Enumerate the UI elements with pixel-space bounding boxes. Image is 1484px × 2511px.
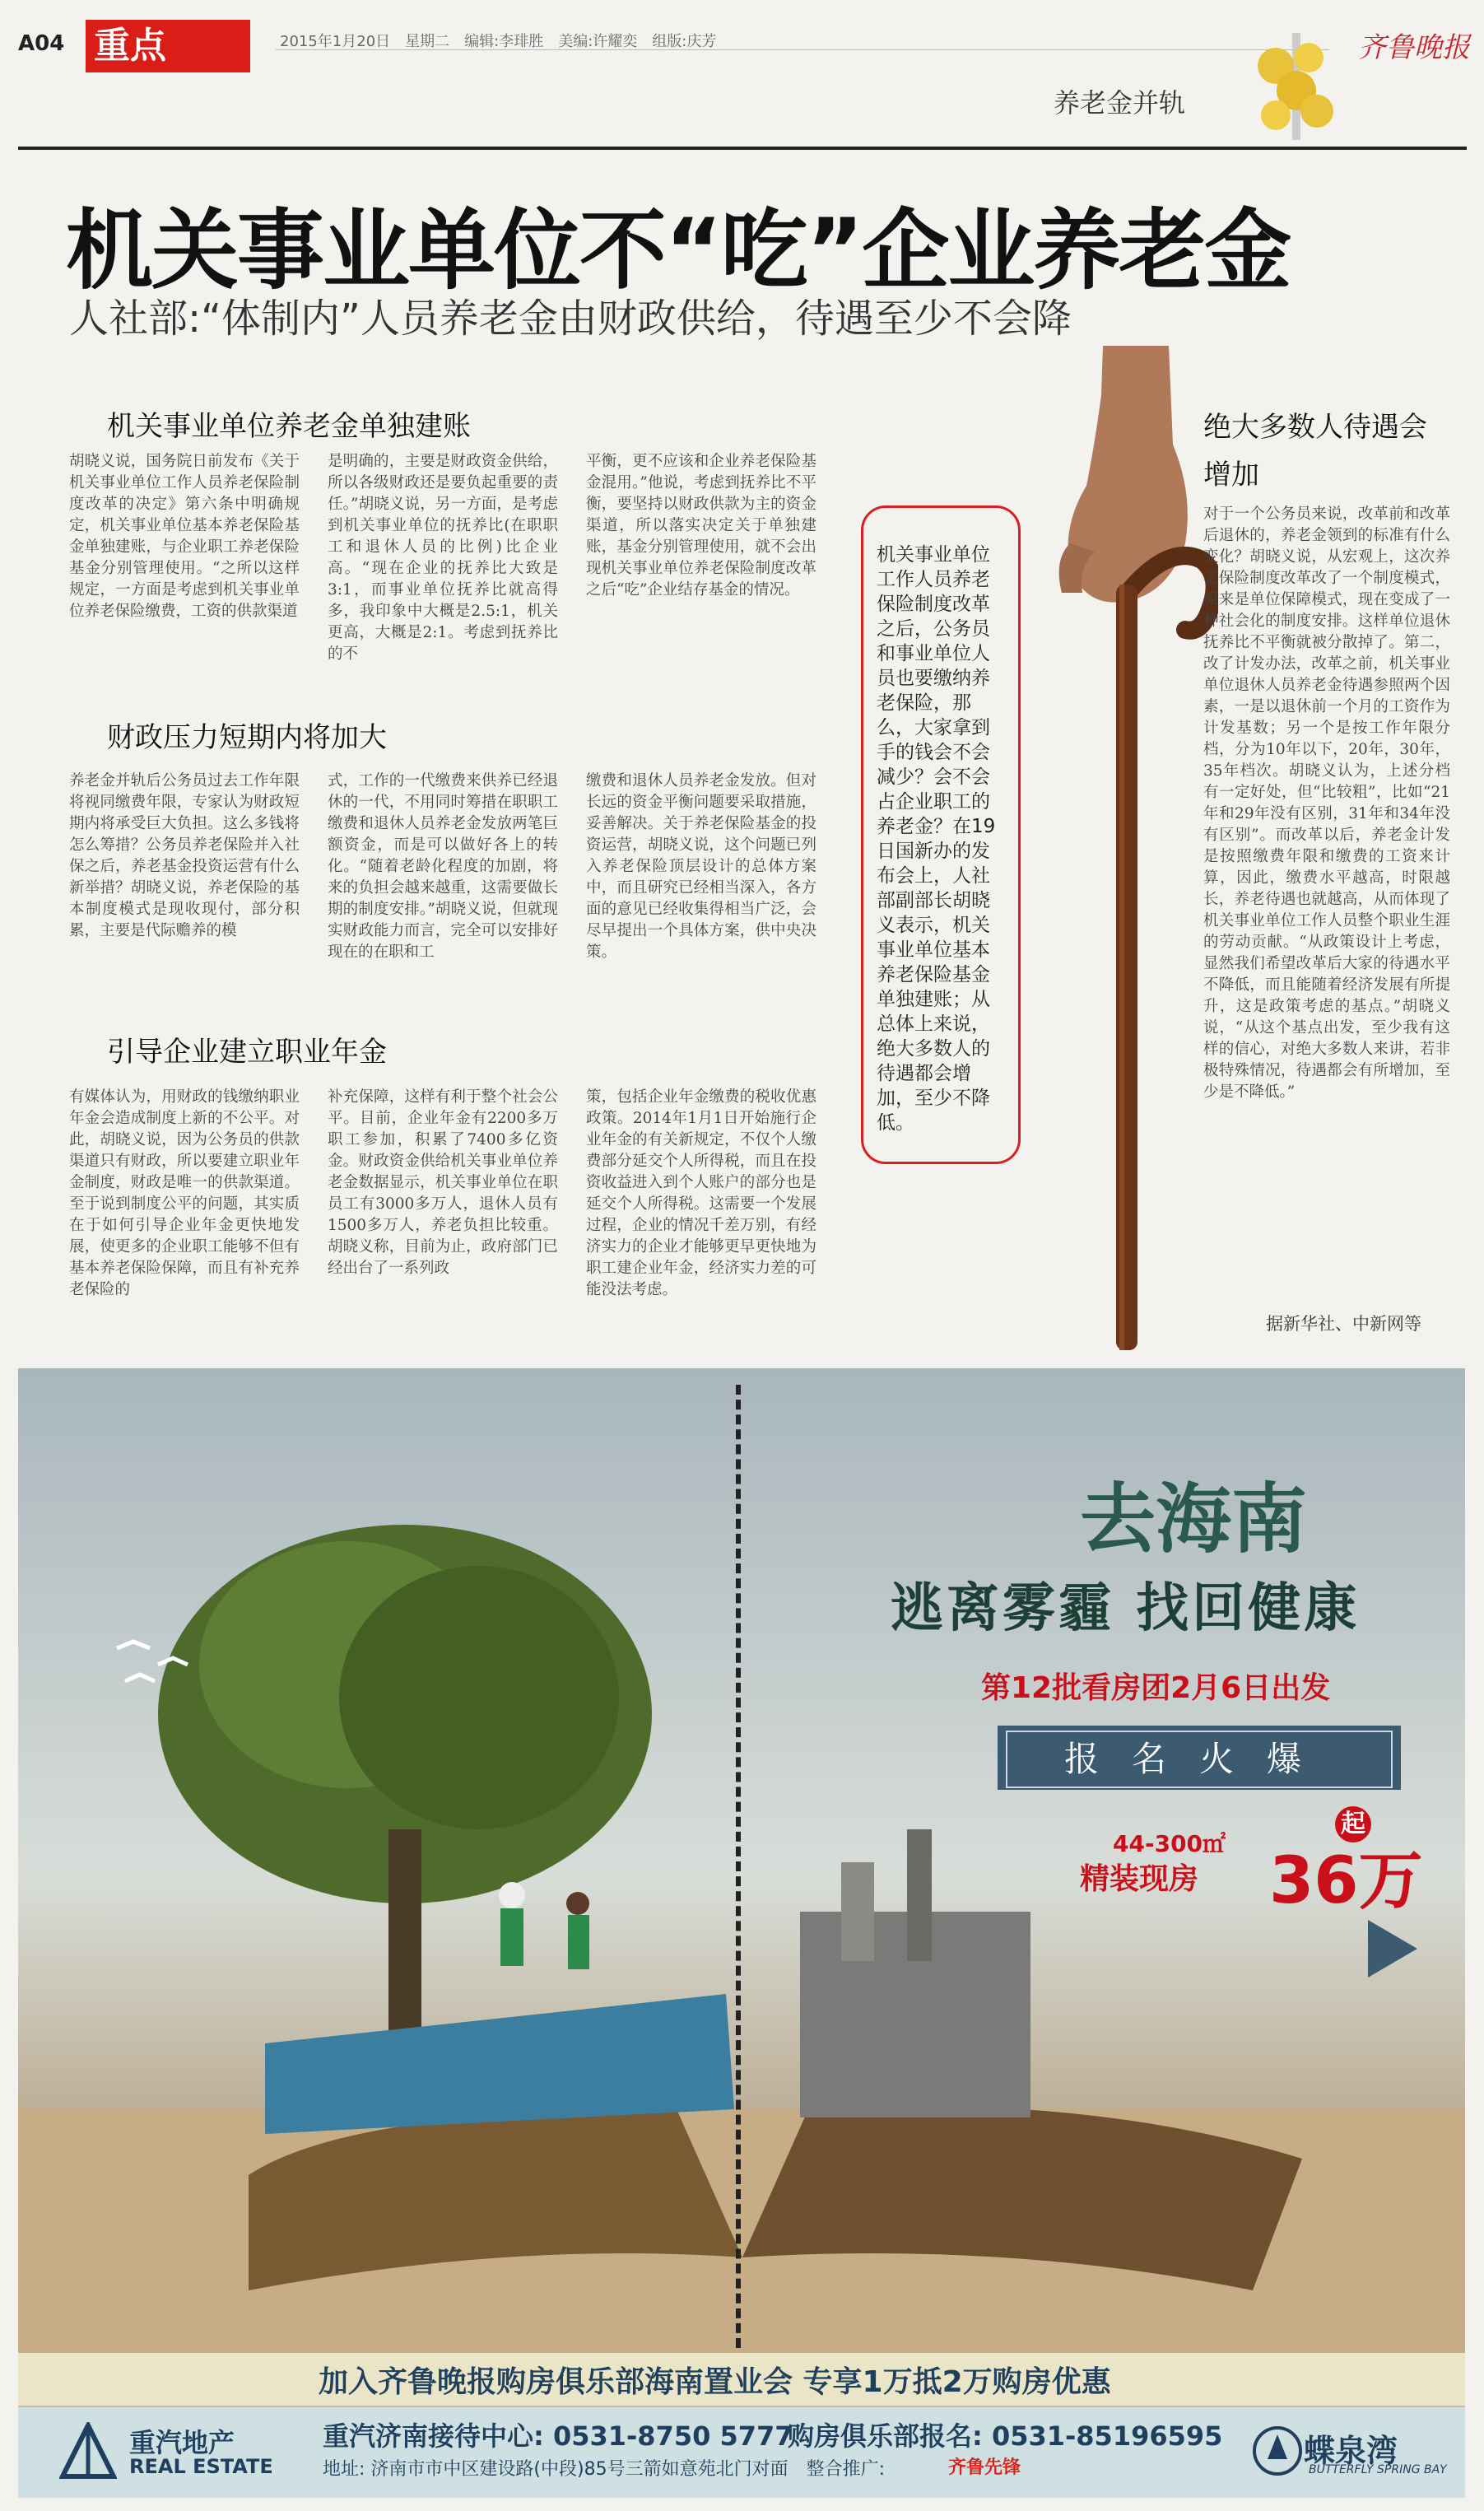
ad-contact-reception: 重汽济南接待中心: 0531-8750 5777: [323, 2420, 793, 2452]
ad-project-logo-en: BUTTERFLY SPRING BAY: [1309, 2463, 1447, 2476]
article-column: 式，工作的一代缴费来供养已经退休的一代，不用同时筹措在职职工缴费和退休人员养老金发放两笔巨额资金，而是可以做好各上的转化。“随着老龄化程度的加剧，将来的负担会越来越重，这需要做长期的制度安排。”胡晓义说，但就现实财政能力而言，完全可以安排好现在的在职和工: [328, 772, 558, 961]
article-column: 养老金并轨后公务员过去工作年限将视同缴费年限，专家认为财政短期内将承受巨大负担。这么多钱将怎么筹措？公务员养老保险并入社保之后，养老基金投资运营有什么新举措？胡晓义说，养老保险的基本制度模式是现收现付，部分积累，主要是代际赡养的模: [69, 772, 300, 939]
article-column: 是明确的，主要是财政资金供给，所以各级财政还是要负起重要的责任。”胡晓义说，另一方面，是考虑到机关事业单位的抚养比(在职职工和退休人员的比例)比企业高。“现在企业的抚养比大致是3:1，而事业单位抚养比就高得多，我印象中大概是2.5:1，机关更高，大概是2:1。考虑到抚养比的不: [328, 453, 558, 663]
newspaper-brand: 齐鲁晚报: [1358, 31, 1470, 64]
butterfly-spring-logo-icon: [1253, 2422, 1302, 2480]
subheadline: 人社部:“体制内”人员养老金由财政供给，待遇至少不会降: [69, 296, 1072, 342]
ad-contact-club: 购房俱乐部报名: 0531-85196595: [788, 2420, 1223, 2452]
ad-tour-date: 第12批看房团2月6日出发: [981, 1671, 1331, 1705]
ad-area: 44-300㎡: [1113, 1830, 1226, 1857]
cnhtc-logo-icon: [59, 2422, 117, 2480]
article-column: 有媒体认为，用财政的钱缴纳职业年金会造成制度上新的不公平。对此，胡晓义说，因为公务员的供款渠道只有财政，所以要建立职业年金制度，财政是唯一的供款渠道。至于说到制度公平的问题，其实质在于如何引导企业年金更快地发展，使更多的企业职工能够不但有基本养老保险保障，而且有补充养老保险的: [69, 1088, 300, 1298]
section-heading: 财政压力短期内将加大: [107, 721, 387, 754]
ad-title: 去海南: [1080, 1474, 1308, 1563]
ad-hot-text: 报名火爆: [1006, 1731, 1393, 1788]
ad-offer: 加入齐鲁晚报购房俱乐部海南置业会 专享1万抵2万购房优惠: [319, 2365, 1111, 2399]
summary-callout: 机关事业单位工作人员养老保险制度改革之后，公务员和事业单位人员也要缴纳养老保险，那么，大家拿到手的钱会不会减少？会不会占企业职工的养老金？在19日国新办的发布会上，人社部副部长胡晓义表示，机关事业单位基本养老保险基金单独建账；从总体上来说，绝大多数人的待遇都会增加，至少不降低。: [861, 505, 1021, 1164]
ad-promoter: 齐鲁先锋: [948, 2457, 1021, 2478]
section-heading: 引导企业建立职业年金: [107, 1036, 387, 1069]
article-column: 策，包括企业年金缴费的税收优惠政策。2014年1月1日开始施行企业年金的有关新规定，不仅个人缴费部分延交个人所得税，而且在投资收益进入到个人账户的部分也是延交个人所得税。这需要一个发展过程，企业的情况千差万别，有经济实力的企业才能够更早更快地为职工建企业年金，经济实力差的可能没法考虑。: [586, 1088, 816, 1298]
hand-cane-illustration: [1004, 346, 1218, 1350]
article-column: 平衡，更不应该和企业养老保险基金混用。”他说，考虑到抚养比不平衡，要坚持以财政供款为主的资金渠道，所以落实决定关于单独建账，基金分别管理使用，就不会出现机关事业单位养老保险制度改革之后“吃”企业结存基金的情况。: [586, 453, 816, 599]
section-heading: 绝大多数人待遇会增加: [1203, 411, 1427, 491]
article-column: 对于一个公务员来说，改革前和改革后退休的，养老金领到的标准有什么变化？胡晓义说，从宏观上，这次养老保险制度改革改了一个制度模式，原来是单位保障模式，现在变成了一种社会化的制度安排。这样单位退休抚养比不平衡就被分散掉了。第二，改了计发办法，改革之前，机关事业单位退休人员养老金待遇参照两个因素，一是以退休前一个月的工资作为计发基数；另一个是按工作年限分档，分为10年以下，20年，30年，35年档次。胡晓义认为，上述分档有一定好处，但“比较粗”，比如“21年和29年没有区别，31年和34年没有区别”。而改革以后，养老金计发是按照缴费年限和缴费的工资来计算，因此，缴费水平越高，时限越长，养老待遇也就越高，从而体现了机关事业单位工作人员整个职业生涯的劳动贡献。“从政策设计上考虑，显然我们希望改革后大家的待遇水平不降低，而且能随着经济发展有所提升，这是政策考虑的基点。”胡晓义说，“从这个基点出发，至少我有这样的信心，对绝大多数人来讲，若非极特殊情况，待遇都会有所增加，至少是不降低。”: [1203, 505, 1450, 1101]
top-rule: [18, 147, 1467, 150]
header-meta: 2015年1月20日 星期二 编辑:李琲胜 美编:许耀奕 组版:庆芳: [280, 33, 717, 50]
article-column: 胡晓义说，国务院日前发布《关于机关事业单位工作人员养老保险制度改革的决定》第六条中明确规定，机关事业单位基本养老保险基金单独建账，与企业职工养老保险基金分别管理使用。“之所以这样规定，一方面是考虑到机关事业单位养老保险缴费，工资的供款渠道: [69, 453, 300, 620]
ad-divider: [736, 1385, 741, 2348]
ad-address: 地址: 济南市市中区建设路(中段)85号三箭如意苑北门对面 整合推广:: [323, 2459, 885, 2480]
real-estate-ad: [18, 1368, 1465, 2498]
article-column: 补充保障，这样有利于整个社会公平。目前，企业年金有2200多万职工参加，积累了7400多亿资金。财政资金供给机关事业单位养老金数据显示，机关事业单位在职员工有3000多万人，退休人员有1500多万人，养老负担比较重。胡晓义称，目前为止，政府部门已经出台了一系列政: [328, 1088, 558, 1277]
byline: 据新华社、中新网等: [1266, 1314, 1421, 1334]
coins-icon: [1251, 33, 1342, 140]
article-column: 缴费和退休人员养老金发放。但对长远的资金平衡问题要采取措施，妥善解决。关于养老保险基金的投资运营，胡晓义说，这个问题已列入养老保险顶层设计的总体方案中，而且研究已经相当深入，各方面的意见已经收集得相当广泛，会尽早提出一个具体方案，供中央决策。: [586, 772, 816, 961]
ad-brand-name-en: REAL ESTATE: [129, 2455, 273, 2478]
ad-price-from-badge: 起: [1335, 1806, 1371, 1842]
section-heading: 机关事业单位养老金单独建账: [107, 410, 471, 443]
ad-brand-name: 重汽地产: [129, 2427, 235, 2458]
ad-project-logo: 蝶泉湾: [1304, 2432, 1398, 2469]
ad-finish: 精装现房: [1080, 1862, 1199, 1896]
section-label: 重点: [86, 20, 250, 72]
arrow-icon: [1368, 1920, 1417, 1978]
ad-price: 36万: [1269, 1844, 1423, 1918]
ad-slogan: 逃离雾霾 找回健康: [891, 1577, 1361, 1639]
headline: 机关事业单位不“吃”企业养老金: [66, 200, 1291, 301]
page-number: A04: [18, 31, 65, 56]
topic-tag: 养老金并轨: [1054, 87, 1186, 119]
